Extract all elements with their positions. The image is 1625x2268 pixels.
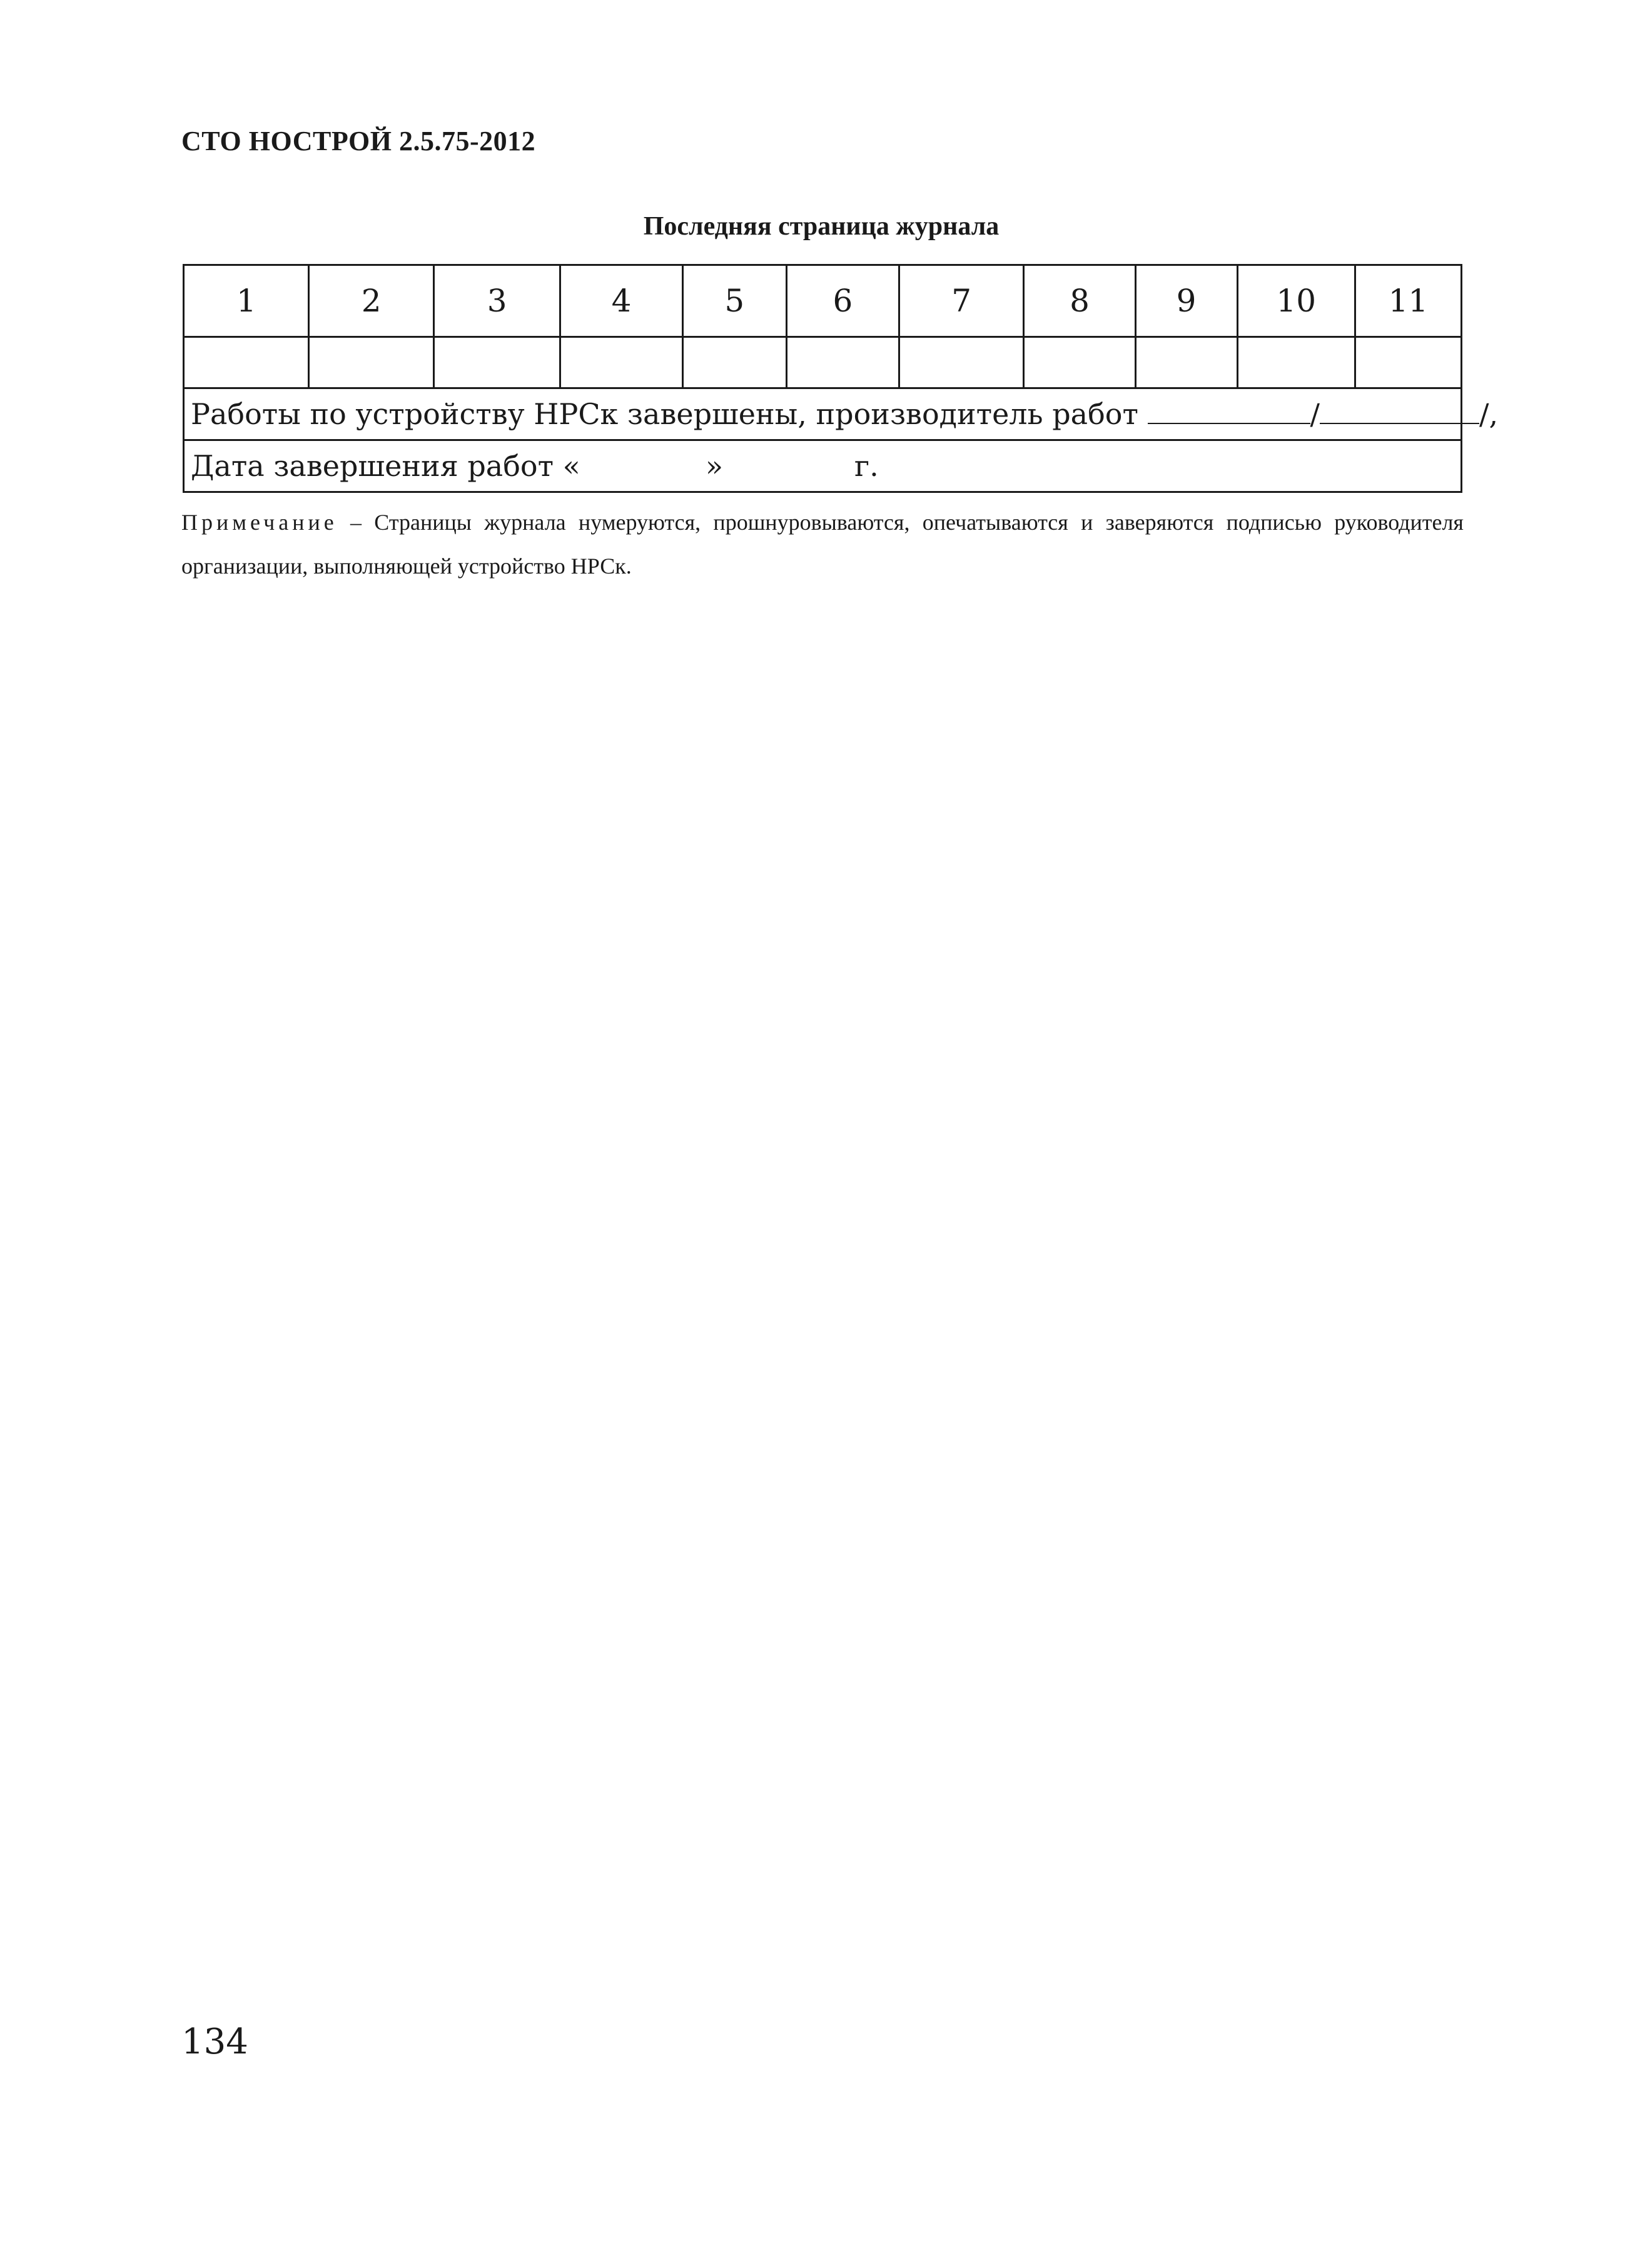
empty-cell bbox=[682, 337, 786, 388]
empty-entry-row bbox=[184, 337, 1462, 388]
empty-cell bbox=[899, 337, 1023, 388]
column-number-cell: 2 bbox=[309, 265, 433, 337]
column-number-cell: 9 bbox=[1135, 265, 1237, 337]
empty-cell bbox=[433, 337, 560, 388]
column-number-cell: 11 bbox=[1355, 265, 1461, 337]
empty-cell bbox=[1237, 337, 1355, 388]
date-cell bbox=[184, 440, 1462, 492]
column-number-cell: 3 bbox=[433, 265, 560, 337]
note bbox=[181, 500, 1464, 588]
completion-cell bbox=[184, 388, 1499, 440]
empty-cell bbox=[1024, 337, 1135, 388]
empty-cell bbox=[1355, 337, 1461, 388]
page-number: 134 bbox=[181, 2022, 248, 2062]
column-number-cell: 10 bbox=[1237, 265, 1355, 337]
column-number-cell: 1 bbox=[184, 265, 309, 337]
empty-cell bbox=[786, 337, 899, 388]
column-number-cell: 8 bbox=[1024, 265, 1135, 337]
empty-cell bbox=[1135, 337, 1237, 388]
completion-row bbox=[184, 388, 1462, 440]
section-title: Последняя страница журнала bbox=[643, 212, 1000, 241]
column-number-cell: 6 bbox=[786, 265, 899, 337]
signature-blank bbox=[1148, 400, 1310, 424]
column-number-cell: 7 bbox=[899, 265, 1023, 337]
column-number-row bbox=[184, 265, 1462, 337]
column-number-cell: 4 bbox=[560, 265, 682, 337]
column-number-cell: 5 bbox=[682, 265, 786, 337]
note-label: Примечание bbox=[181, 510, 338, 535]
note-text: – Страницы журнала нумеруются, прошнуровываются, опечатываются и заверяются подписью руководителя организации, выполняющей устройство НРСк. bbox=[181, 510, 1464, 579]
date-close-quote: » bbox=[705, 449, 723, 483]
date-row bbox=[184, 440, 1462, 492]
completion-text: Работы по устройству НРСк завершены, производитель работ bbox=[191, 397, 1138, 431]
document-code: СТО НОСТРОЙ 2.5.75-2012 bbox=[181, 126, 536, 156]
empty-cell bbox=[560, 337, 682, 388]
date-year-suffix: г. bbox=[854, 449, 879, 483]
journal-table bbox=[183, 264, 1499, 493]
slash-separator: / bbox=[1310, 397, 1320, 431]
slash-separator: /, bbox=[1479, 397, 1499, 431]
empty-cell bbox=[184, 337, 309, 388]
name-blank bbox=[1320, 400, 1479, 424]
empty-cell bbox=[309, 337, 433, 388]
date-label: Дата завершения работ « bbox=[191, 449, 580, 483]
